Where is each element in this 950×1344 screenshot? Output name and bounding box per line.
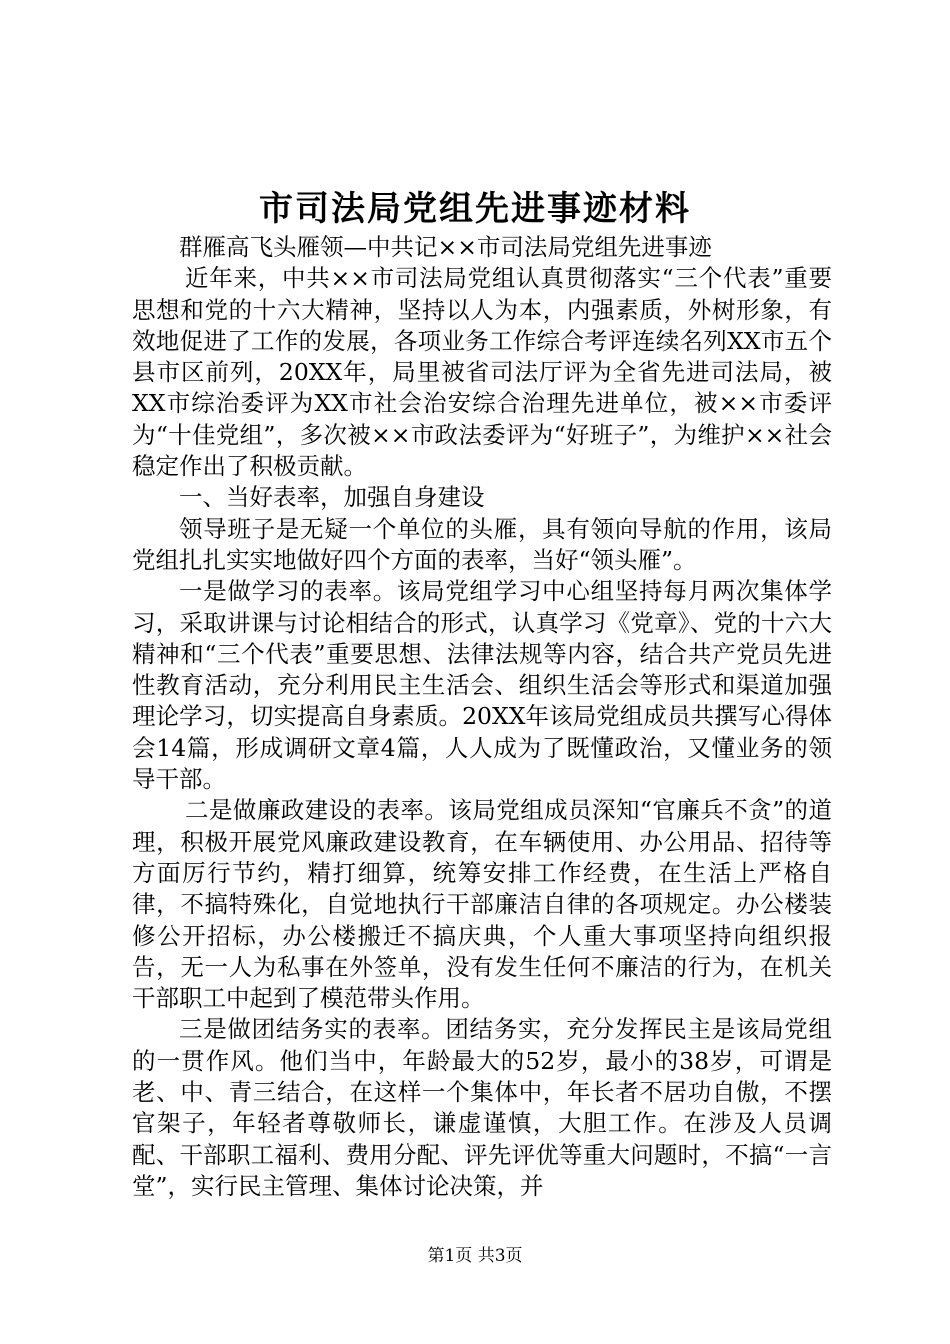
document-title: 市司法局党组先进事迹材料: [259, 189, 691, 229]
body-paragraph: 二是做廉政建设的表率。该局党组成员深知“官廉兵不贪”的道理，积极开展党风廉政建设教育，在车辆使用、办公用品、招待等方面厉行节约，精打细算，统筹安排工作经费，在生活上严格自律，不搞特殊化，自觉地执行干部廉洁自律的各项规定。办公楼装修公开招标，办公楼搬迁不搞庆典，个人重大事项坚持向组织报告，无一人为私事在外签单，没有发生任何不廉洁的行为，在机关干部职工中起到了模范带头作用。: [132, 796, 832, 1013]
body-paragraph: 三是做团结务实的表率。团结务实，充分发挥民主是该局党组的一贯作风。他们当中，年龄最大的52岁，最小的38岁，可谓是老、中、青三结合，在这样一个集体中，年长者不居功自傲，不摆官架子，年轻者尊敬师长，谦虚谨慎，大胆工作。在涉及人员调配、干部职工福利、费用分配、评先评优等重大问题时，不搞“一言堂”，实行民主管理、集体讨论决策，并: [132, 1015, 832, 1200]
page-footer: 第1页 共3页: [427, 1246, 523, 1266]
body-paragraph: 一是做学习的表率。该局党组学习中心组坚持每月两次集体学习，采取讲课与讨论相结合的形式，认真学习《党章》、党的十六大精神和“三个代表”重要思想、法律法规等内容，结合共产党员先进性教育活动，充分利用民主生活会、组织生活会等形式和渠道加强理论学习，切实提高自身素质。20XX年该局党组成员共撰写心得体会14篇，形成调研文章4篇，人人成为了既懂政治，又懂业务的领导干部。: [132, 577, 832, 794]
subtitle-paragraph: 群雁高飞头雁领—中共记××市司法局党组先进事迹: [179, 233, 712, 261]
intro-paragraph: 近年来，中共××市司法局党组认真贯彻落实“三个代表”重要思想和党的十六大精神，坚持以人为本，内强素质，外树形象，有效地促进了工作的发展，各项业务工作综合考评连续名列XX市五个县市区前列，20XX年，局里被省司法厅评为全省先进司法局，被XX市综治委评为XX市社会治安综合治理先进单位，被××市委评为“十佳党组”，多次被××市政法委评为“好班子”，为维护××社会稳定作出了积极贡献。: [132, 264, 832, 481]
section-heading: 一、当好表率，加强自身建设: [179, 483, 485, 512]
document-body: [132, 232, 832, 1202]
body-paragraph: 领导班子是无疑一个单位的头雁，具有领向导航的作用，该局党组扎扎实实地做好四个方面的表率，当好“领头雁”。: [132, 514, 832, 574]
